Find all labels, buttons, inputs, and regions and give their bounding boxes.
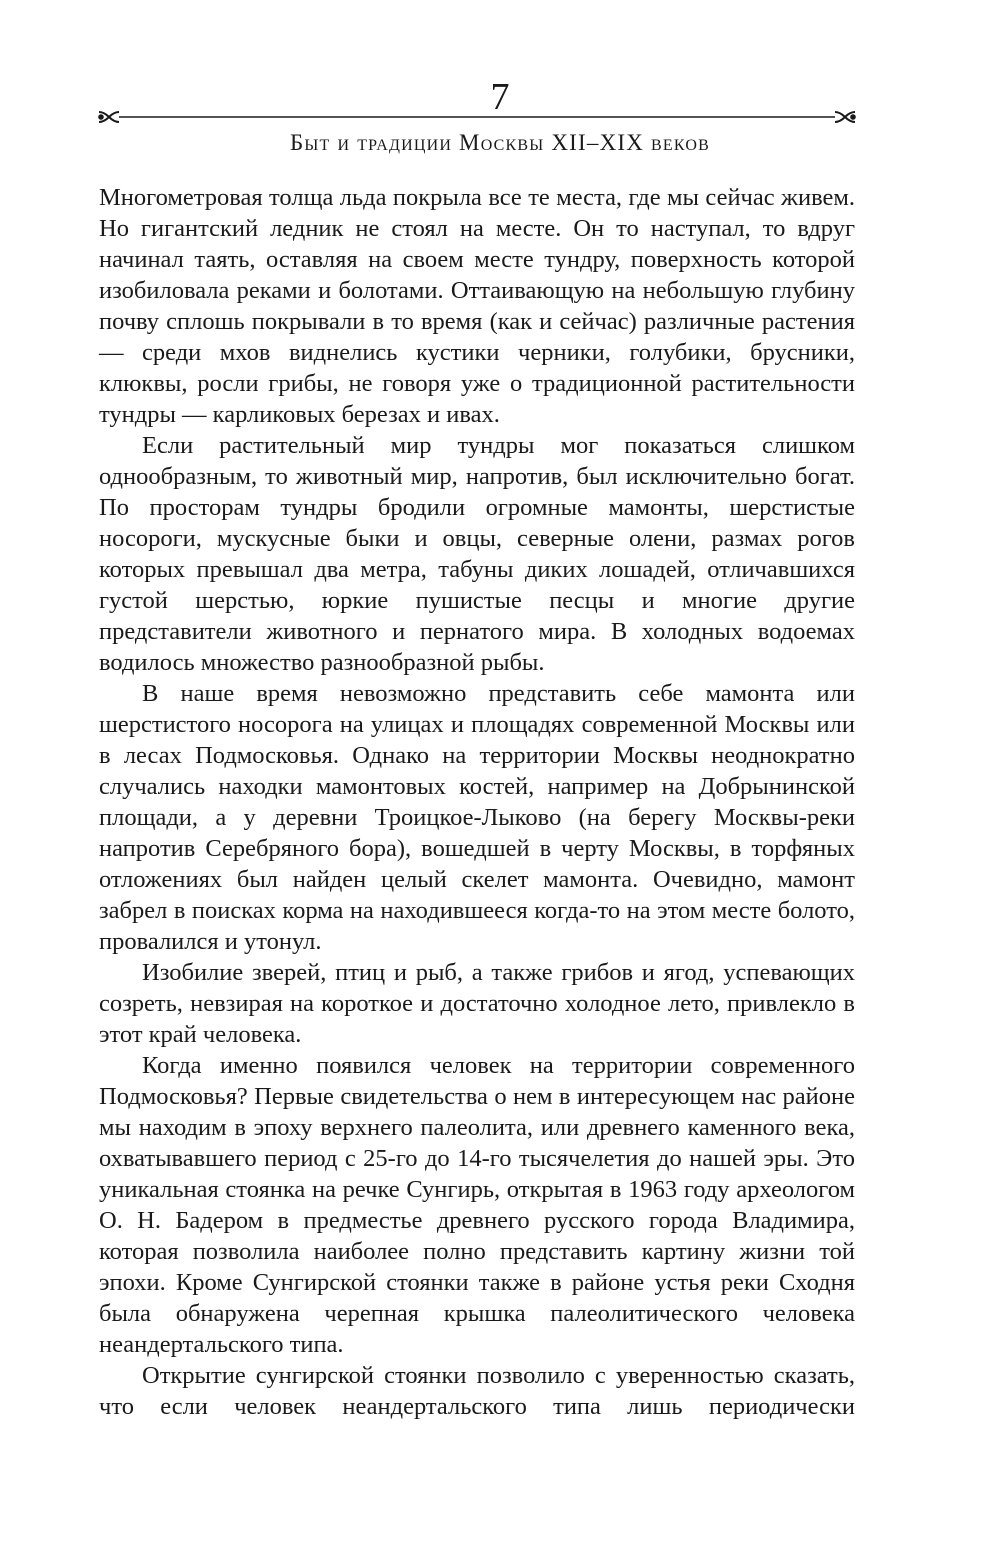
ornamental-header-rule <box>97 106 857 128</box>
page-number: 7 <box>490 76 510 118</box>
paragraph: Многометровая толща льда покрыла все те места, где мы сейчас живем. Но гигантский ледник не стоял на месте. Он то наступал, то вдруг начинал таять, оставляя на своем месте тундру, поверхность которой изобиловала реками и болотами. Оттаивающую на небольшую глубину почву сплошь покрывали в то время (как и сейчас) различные растения — среди мхов виднелись кустики черники, голубики, брусники, клюквы, росли грибы, не говоря уже о традиционной растительности тундры — карликовых березах и ивах. <box>99 184 855 428</box>
paragraph: Если растительный мир тундры мог показаться слишком однообразным, то животный мир, напротив, был исключительно богат. По просторам тундры бродили огромные мамонты, шерстистые носороги, мускусные быки и овцы, северные олени, размах рогов которых превышал два метра, табуны диких лошадей, отличавшихся густой шерстью, юркие пушистые песцы и многие другие представители животного и пернатого мира. В холодных водоемах водилось множество разнообразной рыбы. <box>99 432 855 676</box>
paragraph: В наше время невозможно представить себе мамонта или шерстистого носорога на улицах и площадях современной Москвы или в лесах Подмосковья. Однако на территории Москвы неоднократно случались находки мамонтовых костей, например на Добрынинской площади, а у деревни Троицкое-Лыково (на берегу Москвы-реки напротив Серебряного бора), вошедшей в черту Москвы, в торфяных отложениях был найден целый скелет мамонта. Очевидно, мамонт забрел в поисках корма на находившееся когда-то на этом месте болото, провалился и утонул. <box>99 680 855 955</box>
paragraph: Когда именно появился человек на территории современного Подмосковья? Первые свидетельства о нем в интересующем нас районе мы находим в эпоху верхнего палеолита, или древнего каменного века, охватывавшего период с 25-го до 14-го тысячелетия до нашей эры. Это уникальная стоянка на речке Сунгирь, открытая в 1963 году археологом О. Н. Бадером в предместье древнего русского города Владимира, которая позволила наиболее полно представить картину жизни той эпохи. Кроме Сунгирской стоянки также в районе устья реки Сходня была обнаружена черепная крышка палеолитического человека неандертальского типа. <box>99 1052 855 1358</box>
paragraph: Открытие сунгирской стоянки позволило с уверенностью сказать, что если человек неандертальского типа лишь периодически <box>99 1362 855 1420</box>
right-flourish-icon <box>835 112 855 122</box>
running-title: Быт и традиции Москвы XII–XIX веков <box>290 130 710 155</box>
left-flourish-icon <box>99 112 119 122</box>
paragraph: Изобилие зверей, птиц и рыб, а также грибов и ягод, успевающих созреть, невзирая на короткое и достаточно холодное лето, привлекло в этот край человека. <box>99 959 855 1048</box>
body-text <box>99 182 855 1422</box>
